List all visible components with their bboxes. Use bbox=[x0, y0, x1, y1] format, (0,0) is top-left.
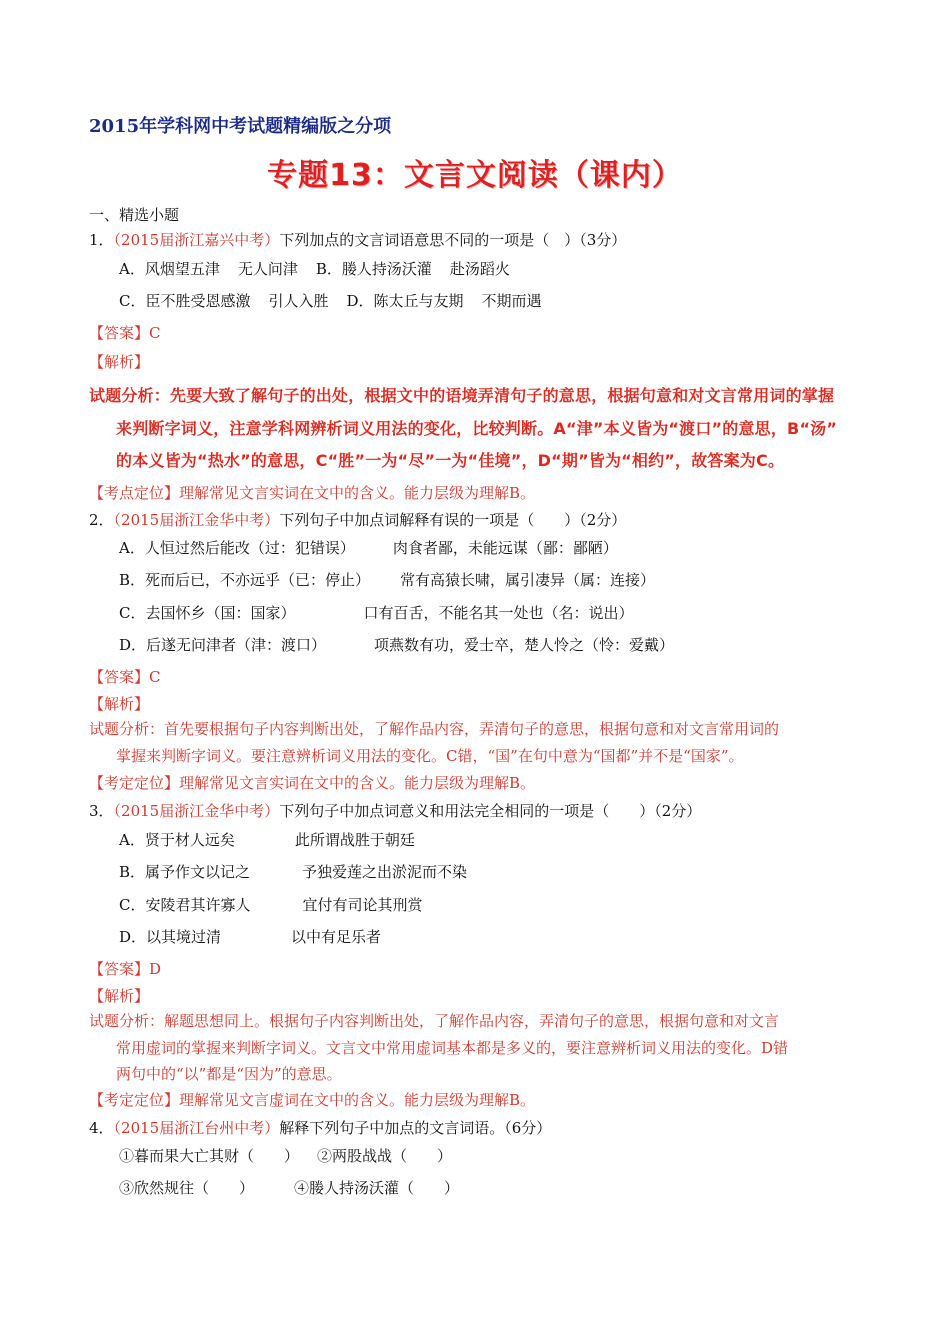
question-2-analysis-label: 【解析】 bbox=[89, 695, 150, 713]
question-2-analysis-line1: 试题分析：首先要根据句子内容判断出处，了解作品内容，弄清句子的意思，根据句意和对文言常用词的 bbox=[89, 720, 780, 738]
question-3-analysis-line1: 试题分析：解题思想同上。根据句子内容判断出处，了解作品内容，弄清句子的意思，根据句意和对文言 bbox=[89, 1012, 780, 1030]
question-3-kaodian: 【考定定位】理解常见文言虚词在文中的含义。能力层级为理解B。 bbox=[89, 1091, 536, 1109]
question-2-option-d: D．后遂无问津者（津：渡口） 项燕数有功，爱士卒，楚人怜之（怜：爱戴） bbox=[119, 636, 675, 654]
question-3-option-b: B．属予作文以记之 予独爱莲之出淤泥而不染 bbox=[119, 863, 468, 881]
series-header: 2015年学科网中考试题精编版之分项 bbox=[89, 116, 392, 137]
section-heading: 一、精选小题 bbox=[89, 206, 180, 224]
question-1-kaodian: 【考点定位】理解常见文言实词在文中的含义。能力层级为理解B。 bbox=[89, 484, 536, 502]
question-3-analysis-label: 【解析】 bbox=[89, 987, 150, 1005]
question-4-items-1-2: ①暮而果大亡其财（ ） ②两股战战（ ） bbox=[119, 1147, 453, 1165]
question-3-option-d: D．以其境过清 以中有足乐者 bbox=[119, 928, 382, 946]
question-3-option-a: A．贤于材人远矣 此所谓战胜于朝廷 bbox=[119, 831, 415, 849]
question-1-answer: 【答案】C bbox=[89, 324, 161, 342]
question-1-stem: 1．（2015届浙江嘉兴中考）下列加点的文言词语意思不同的一项是（ ）（3分） bbox=[89, 231, 627, 249]
question-2-option-a: A．人恒过然后能改（过：犯错误） 肉食者鄙，未能远谋（鄙：鄙陋） bbox=[119, 539, 618, 557]
question-1-options-ab: A．风烟望五津 无人问津 B．媵人持汤沃灌 赴汤蹈火 bbox=[119, 260, 510, 278]
question-4-stem: 4．（2015届浙江台州中考）解释下列句子中加点的文言词语。（6分） bbox=[89, 1119, 552, 1137]
question-3-option-c: C．安陵君其许寡人 宜付有司论其刑赏 bbox=[119, 896, 423, 914]
question-2-option-c: C．去国怀乡（国：国家） 口有百舌，不能名其一处也（名：说出） bbox=[119, 604, 634, 622]
question-3-analysis-line2: 常用虚词的掌握来判断字词义。文言文中常用虚词基本都是多义的，要注意辨析词义用法的变化。D错 bbox=[116, 1039, 789, 1057]
question-2-kaodian: 【考定定位】理解常见文言实词在文中的含义。能力层级为理解B。 bbox=[89, 774, 536, 792]
question-3-analysis-line3: 两句中的“以”都是“因为”的意思。 bbox=[116, 1065, 342, 1083]
question-3-stem: 3．（2015届浙江金华中考）下列句子中加点词意义和用法完全相同的一项是（ ）（2分） bbox=[89, 802, 702, 820]
question-1-analysis-line3: 的本义皆为“热水”的意思，C“胜”一为“尽”一为“佳境”，D“期”皆为“相约”，故答案为C。 bbox=[116, 451, 785, 470]
question-source: （2015届浙江嘉兴中考） bbox=[113, 231, 280, 249]
question-2-analysis-line2: 掌握来判断字词义。要注意辨析词义用法的变化。C错，“国”在句中意为“国都”并不是“国家”。 bbox=[116, 747, 744, 765]
page-title: 专题13：文言文阅读（课内） bbox=[267, 158, 683, 193]
question-1-analysis-label: 【解析】 bbox=[89, 353, 150, 371]
question-2-answer: 【答案】C bbox=[89, 668, 161, 686]
question-3-answer: 【答案】D bbox=[89, 960, 162, 978]
question-2-option-b: B．死而后已，不亦远乎（已：停止） 常有高猿长啸，属引凄异（属：连接） bbox=[119, 571, 656, 589]
question-1-analysis-line2: 来判断字词义，注意学科网辨析词义用法的变化，比较判断。A“津”本义皆为“渡口”的意思，B“汤” bbox=[116, 419, 838, 438]
question-1-analysis-line1: 试题分析：先要大致了解句子的出处，根据文中的语境弄清句子的意思，根据句意和对文言常用词的掌握 bbox=[89, 386, 835, 405]
question-2-stem: 2．（2015届浙江金华中考）下列句子中加点词解释有误的一项是（ ）（2分） bbox=[89, 511, 627, 529]
question-1-options-cd: C．臣不胜受恩感激 引人入胜 D．陈太丘与友期 不期而遇 bbox=[119, 292, 542, 310]
question-4-items-3-4: ③欣然规往（ ） ④媵人持汤沃灌（ ） bbox=[119, 1179, 460, 1197]
